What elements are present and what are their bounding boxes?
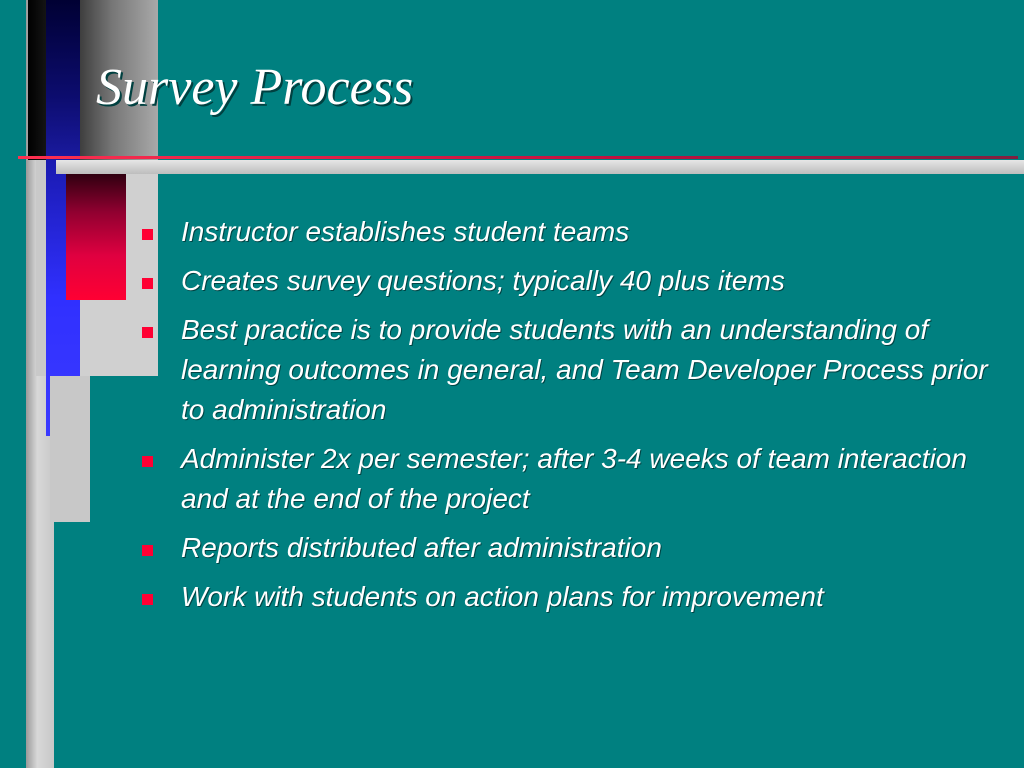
square-bullet-icon [142, 545, 153, 556]
list-item [140, 528, 990, 568]
decorative-red-block [66, 174, 126, 300]
bullet-text: Work with students on action plans for improvement [181, 581, 824, 612]
bullet-list [140, 212, 990, 626]
square-bullet-icon [142, 456, 153, 467]
decorative-navy-bar [46, 0, 80, 160]
list-item [140, 310, 990, 430]
decorative-light-bar-left [36, 160, 46, 376]
square-bullet-icon [142, 327, 153, 338]
square-bullet-icon [142, 594, 153, 605]
bullet-text: Best practice is to provide students with an understanding of learning outcomes in general, and Team Developer Process prior to administration [181, 314, 988, 425]
slide-title: Survey Process [96, 59, 414, 116]
title-divider-gray-band [56, 160, 1024, 174]
decorative-light-bar-low [50, 376, 90, 522]
square-bullet-icon [142, 278, 153, 289]
square-bullet-icon [142, 229, 153, 240]
bullet-text: Instructor establishes student teams [181, 216, 630, 247]
list-item [140, 439, 990, 519]
bullet-text: Reports distributed after administration [181, 532, 662, 563]
list-item [140, 577, 990, 617]
list-item [140, 261, 990, 301]
list-item [140, 212, 990, 252]
bullet-text: Administer 2x per semester; after 3-4 weeks of team interaction and at the end of the project [181, 443, 967, 514]
bullet-text: Creates survey questions; typically 40 plus items [181, 265, 785, 296]
title-divider-red-line [18, 156, 1018, 159]
